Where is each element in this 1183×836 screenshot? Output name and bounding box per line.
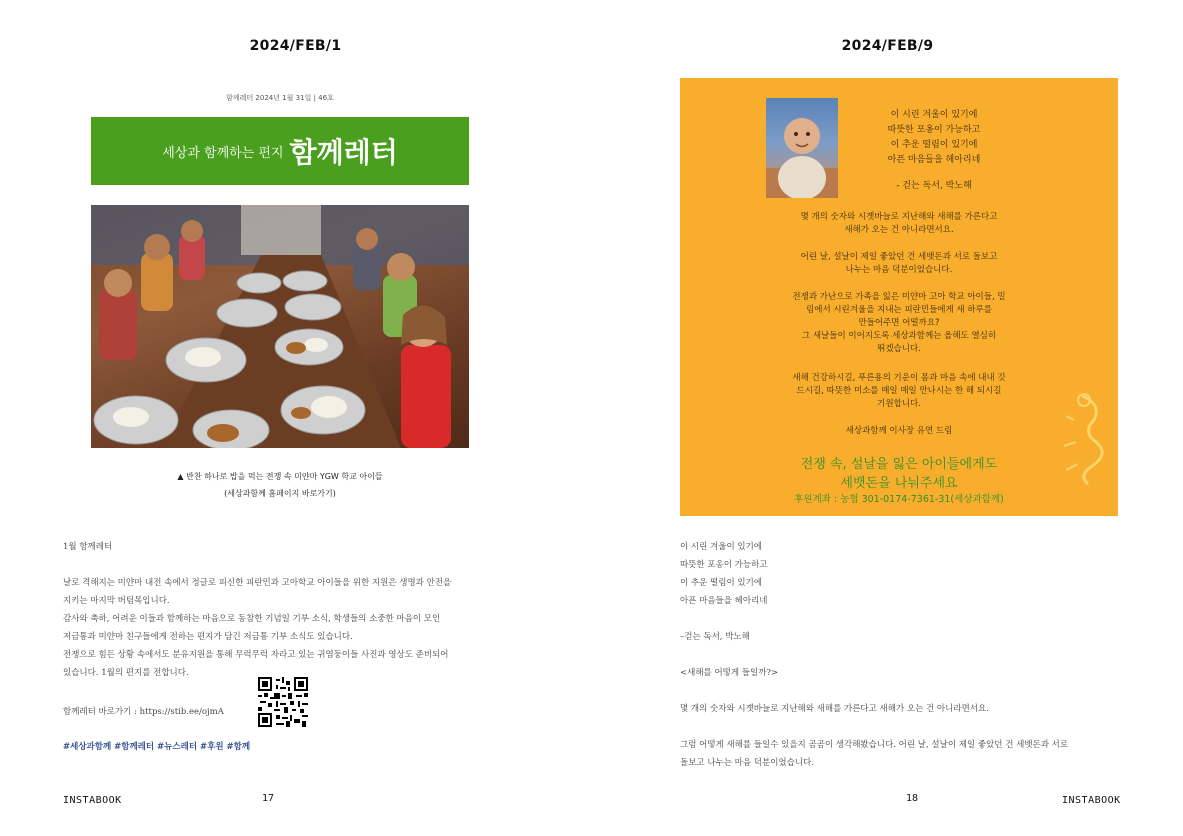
card-signature: 세상과함께 이사장 유연 드림 [845,426,953,436]
body-paragraph-line: 그럼 어떻게 새해를 들일수 있을지 곰곰이 생각해봤습니다. 어린 날, 설날이 제일 좋았던 건 세뱃돈과 서로 [680,740,1069,750]
body-paragraph-line: 있습니다. 1월의 편지를 전합니다. [63,668,189,678]
card-text-line: 기원합니다. [877,399,921,409]
poem-line: 이 시린 겨울이 있기에 [890,110,978,120]
card-text-line: 그 새날들이 이어지도록 세상과함께는 올해도 열심히 [801,331,997,341]
body-paragraph-line: 날로 격해지는 미얀마 내전 속에서 정글로 피신한 피란민과 고아학교 아이들을 위한 지원은 생명과 안전을 [63,578,452,588]
body-paragraph-line: 지키는 마지막 버팀목입니다. [63,596,170,606]
body-heading: 1월 함께레터 [63,542,113,552]
card-text-line: 드시길, 따뜻한 미소를 매일 매일 만나시는 한 해 되시길 [796,386,1002,396]
card-text-line: 뛰겠습니다. [877,344,921,354]
poem-line: 따뜻한 포옹이 가능하고 [887,125,981,135]
body-paragraph-line: 저금통과 미얀마 친구들에게 전하는 편지가 담긴 저금통 기부 소식도 있습니다. [63,632,353,642]
body-poem-line: 이 시린 겨울이 있기에 [680,542,763,552]
page-number: 17 [262,793,275,804]
appeal-headline: 전쟁 속, 설날을 잃은 아이들에게도 [800,457,998,472]
newsletter-link[interactable]: 함께레터 바로가기 : https://stib.ee/ojmA [63,707,224,717]
body-paragraph-line: 전쟁으로 힘든 상황 속에서도 분유지원을 통해 무럭무럭 자라고 있는 귀염둥이들 사진과 영상도 준비되어 [63,650,449,660]
body-poem-line: 이 추운 떨림이 있기에 [680,578,763,588]
newsletter-meta: 함께레터 2024년 1월 31일 | 46호 [226,94,334,102]
poem-line: 이 추운 떨림이 있기에 [890,140,978,150]
card-text-line: 전쟁과 가난으로 가족을 잃은 미얀마 고아 학교 아이들, 밀 [792,292,1006,302]
banner-subtitle: 세상과 함께하는 편지 [162,145,284,161]
body-paragraph-line: 감사와 축하, 어려운 이들과 함께하는 마음으로 동참한 기념일 기부 소식, 학생들의 소중한 마음이 모인 [63,614,441,624]
page-date: 2024/FEB/1 [249,38,342,54]
body-poem-line: 따뜻한 포옹이 가능하고 [680,560,768,570]
footer-brand: INSTABOOK [1062,795,1121,806]
card-text-line: 몇 개의 숫자와 시곗바늘로 지난해와 새해를 가른다고 [800,212,998,222]
children-eating-photo [91,205,469,448]
card-text-line: 어린 날, 설날이 제일 좋았던 건 세뱃돈과 서로 돌보고 [800,252,998,262]
child-photo [766,98,838,198]
body-question: <새해를 어떻게 들일까?> [680,668,779,678]
body-paragraph-line: 돌보고 나누는 마음 덕분이었습니다. [680,758,814,768]
card-text-line: 림에서 시린겨울을 지내는 피란민들에게 새 하루를 [806,305,992,315]
card-text-line: 만들어주면 어떨까요? [858,318,940,328]
body-author: –걷는 독서, 박노해 [680,632,750,642]
dragon-icon [1052,390,1114,488]
appeal-subheadline: 세뱃돈을 나눠주세요 [840,476,958,491]
donation-account: 후원계좌 : 농협 301-0174-7361-31(세상과함께) [794,494,1004,505]
new-year-card [680,78,1118,516]
newsletter-banner [91,117,469,185]
left-page [0,0,591,836]
card-text-line: 나누는 마음 덕분이었습니다. [845,265,953,275]
footer-brand: INSTABOOK [63,795,122,806]
page-number: 18 [906,793,919,804]
right-page [592,0,1183,836]
homepage-link[interactable]: (세상과함께 홈페이지 바로가기) [224,489,336,498]
photo-caption: ▲ 반찬 하나로 밥을 먹는 전쟁 속 미얀마 YGW 학교 아이들 [177,472,383,481]
poem-author: - 걷는 독서, 박노해 [896,181,972,191]
page-date: 2024/FEB/9 [841,38,934,54]
poem-line: 아픈 마음들을 헤아리네 [887,155,981,165]
hashtags[interactable]: #세상과함께 #함께레터 #뉴스레터 #후원 #함께 [63,742,251,752]
card-text-line: 새해가 오는 건 아니라면서요. [844,225,954,235]
body-paragraph-line: 몇 개의 숫자와 시곗바늘로 지난해와 새해를 가른다고 새해가 오는 건 아니라면서요. [680,704,989,714]
card-text-line: 새해 건강하시길, 푸른용의 기운이 몸과 마음 속에 내내 깃 [792,373,1006,383]
body-poem-line: 아픈 마음들을 헤아리네 [680,596,768,606]
banner-title: 함께레터 [289,136,398,169]
